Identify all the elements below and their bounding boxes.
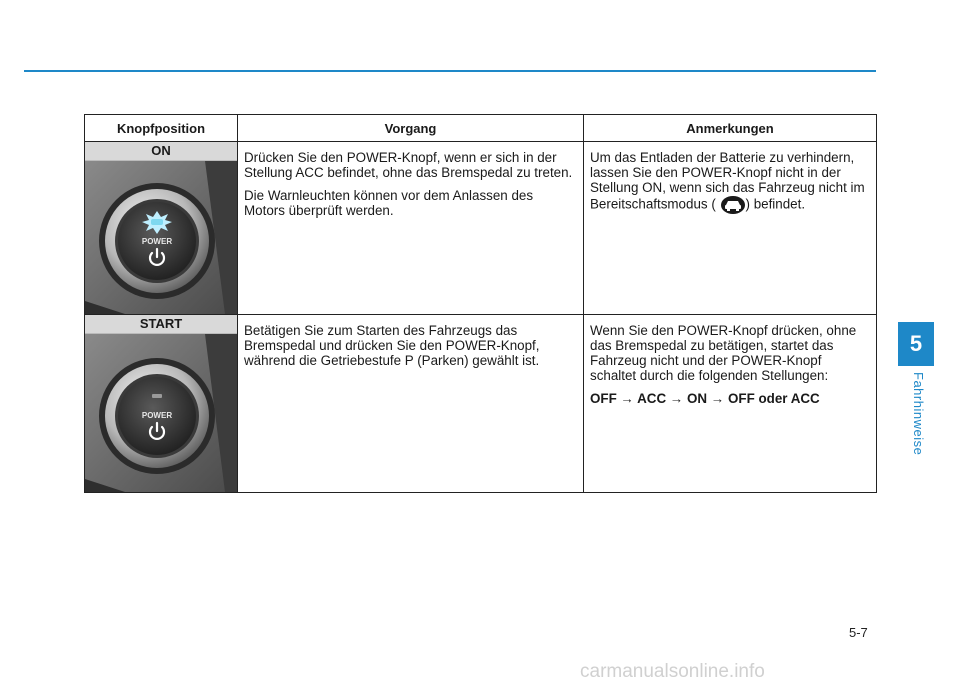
position-cell-start bbox=[85, 315, 238, 493]
indicator-light-off bbox=[152, 394, 162, 398]
position-label: START bbox=[85, 315, 237, 334]
header-rule bbox=[24, 70, 876, 72]
column-header-knopfposition: Knopfposition bbox=[85, 115, 238, 142]
position-label: ON bbox=[85, 142, 237, 161]
power-button-on-illustration bbox=[85, 161, 237, 314]
table-row bbox=[85, 142, 877, 315]
anmerkungen-text: Um das Entladen der Batterie zu verhindern, lassen Sie den POWER-Knopf nicht in der Stellung ON, wenn sich das Fahrzeug nicht im Bereitschaftsmodus ( ) befindet. bbox=[590, 150, 870, 215]
anmerkungen-cell bbox=[584, 142, 877, 315]
button-position-table bbox=[84, 114, 877, 493]
anmerkungen-text: Wenn Sie den POWER-Knopf drücken, ohne das Bremspedal zu betätigen, startet das Fahrzeug nicht und der POWER-Knopf schaltet durch die folgenden Stellungen: bbox=[590, 323, 857, 383]
vorgang-text: Die Warnleuchten können vor dem Anlassen des Motors überprüft werden. bbox=[244, 188, 534, 218]
arrow-right-icon: → bbox=[710, 391, 725, 406]
anmerkungen-cell bbox=[584, 315, 877, 493]
button-label: POWER bbox=[141, 237, 173, 246]
arrow-right-icon: → bbox=[620, 391, 634, 406]
column-header-vorgang: Vorgang bbox=[238, 115, 584, 142]
table-header-row bbox=[85, 115, 877, 142]
arrow-right-icon: → bbox=[669, 391, 684, 406]
column-header-anmerkungen: Anmerkungen bbox=[584, 115, 877, 142]
vorgang-text: Betätigen Sie zum Starten des Fahrzeugs das Bremspedal und drücken Sie den POWER-Knopf, während die Getriebestufe P (Parken) gewählt ist. bbox=[244, 323, 540, 368]
button-label: POWER bbox=[141, 411, 173, 420]
position-cell-on bbox=[85, 142, 238, 315]
vorgang-cell bbox=[238, 142, 584, 315]
page-number: 5-7 bbox=[849, 625, 868, 640]
ready-car-icon bbox=[720, 195, 746, 215]
vorgang-cell bbox=[238, 315, 584, 493]
watermark: carmanualsonline.info bbox=[580, 661, 765, 682]
chapter-name: Fahrhinweise bbox=[911, 372, 926, 456]
chapter-tab: 5 bbox=[898, 322, 934, 366]
indicator-light-on bbox=[142, 211, 172, 234]
vorgang-text: Drücken Sie den POWER-Knopf, wenn er sich in der Stellung ACC befindet, ohne das Bremspedal zu treten. bbox=[244, 150, 573, 180]
table-row bbox=[85, 315, 877, 493]
power-button-start-illustration bbox=[85, 334, 237, 492]
position-sequence: OFF → ACC → ON → OFF oder ACC bbox=[590, 391, 820, 406]
